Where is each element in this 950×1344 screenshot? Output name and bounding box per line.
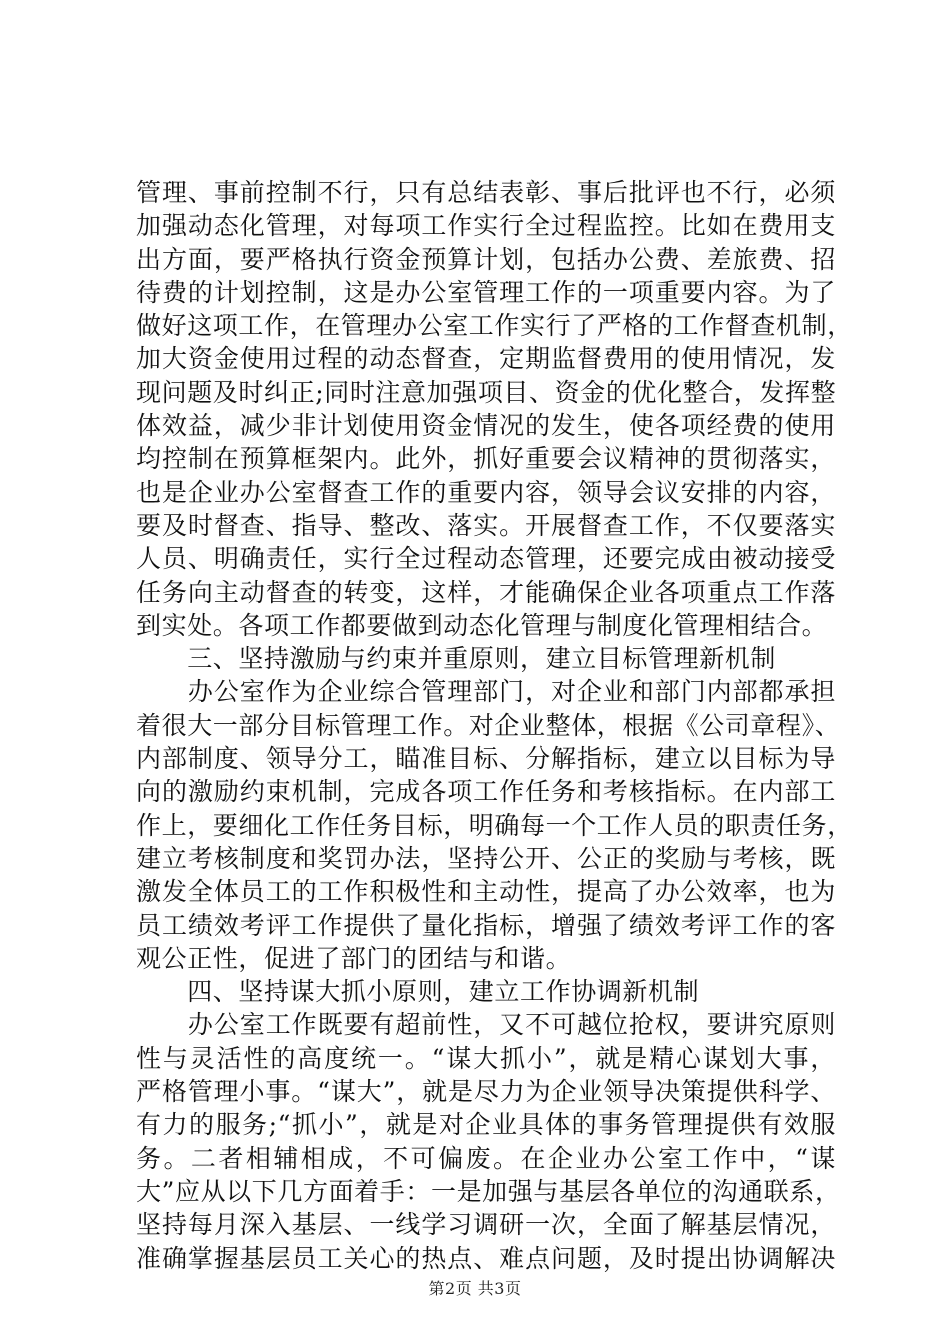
- text-line: 激发全体员工的工作积极性和主动性，提高了办公效率，也为: [136, 877, 836, 907]
- text-line: 要及时督查、指导、整改、落实。开展督查工作，不仅要落实: [136, 510, 836, 540]
- text-line: 待费的计划控制，这是办公室管理工作的一项重要内容。为了: [136, 277, 836, 307]
- text-line: 出方面，要严格执行资金预算计划，包括办公费、差旅费、招: [136, 244, 836, 274]
- text-line: 严格管理小事。“谋大”，就是尽力为企业领导决策提供科学、: [136, 1077, 836, 1107]
- text-line: 建立考核制度和奖罚办法，坚持公开、公正的奖励与考核，既: [136, 843, 836, 873]
- text-line: 务。二者相辅相成，不可偏废。在企业办公室工作中，“谋: [136, 1143, 836, 1173]
- text-line: 性与灵活性的高度统一。“谋大抓小”，就是精心谋划大事，: [136, 1043, 836, 1073]
- text-line: 四、坚持谋大抓小原则，建立工作协调新机制: [136, 977, 700, 1007]
- text-line: 观公正性，促进了部门的团结与和谐。: [136, 943, 572, 973]
- text-line: 着很大一部分目标管理工作。对企业整体，根据《公司章程》、: [136, 710, 841, 740]
- text-line: 加强动态化管理，对每项工作实行全过程监控。比如在费用支: [136, 211, 836, 241]
- text-line: 员工绩效考评工作提供了量化指标，增强了绩效考评工作的客: [136, 910, 836, 940]
- text-line: 也是企业办公室督查工作的重要内容，领导会议安排的内容，: [136, 477, 836, 507]
- text-line: 有力的服务;“抓小”，就是对企业具体的事务管理提供有效服: [136, 1110, 836, 1140]
- text-line: 三、坚持激励与约束并重原则，建立目标管理新机制: [136, 644, 777, 674]
- text-line: 坚持每月深入基层、一线学习调研一次，全面了解基层情况，: [136, 1210, 836, 1240]
- text-line: 做好这项工作，在管理办公室工作实行了严格的工作督查机制，: [136, 311, 853, 341]
- text-line: 办公室作为企业综合管理部门，对企业和部门内部都承担: [136, 677, 836, 707]
- text-line: 向的激励约束机制，完成各项工作任务和考核指标。在内部工: [136, 777, 836, 807]
- text-line: 办公室工作既要有超前性，又不可越位抢权，要讲究原则: [136, 1010, 836, 1040]
- text-line: 作上，要细化工作任务目标，明确每一个工作人员的职责任务，: [136, 810, 853, 840]
- text-line: 管理、事前控制不行，只有总结表彰、事后批评也不行，必须: [136, 178, 836, 207]
- text-line: 均控制在预算框架内。此外，抓好重要会议精神的贯彻落实，: [136, 444, 836, 474]
- text-line: 人员、明确责任，实行全过程动态管理，还要完成由被动接受: [136, 544, 836, 574]
- text-line: 体效益，减少非计划使用资金情况的发生，使各项经费的使用: [136, 411, 836, 441]
- body-text: [136, 176, 853, 1275]
- text-line: 内部制度、领导分工，瞄准目标、分解指标，建立以目标为导: [136, 744, 836, 774]
- text-line: 任务向主动督查的转变，这样，才能确保企业各项重点工作落: [136, 577, 836, 607]
- text-line: 大”应从以下几方面着手：一是加强与基层各单位的沟通联系，: [136, 1176, 841, 1206]
- text-line: 加大资金使用过程的动态督查，定期监督费用的使用情况，发: [136, 344, 836, 374]
- text-line: 现问题及时纠正;同时注意加强项目、资金的优化整合，发挥整: [136, 377, 837, 407]
- page-footer: 第2页 共3页: [428, 1279, 522, 1298]
- text-line: 到实处。各项工作都要做到动态化管理与制度化管理相结合。: [136, 610, 828, 640]
- text-line: 准确掌握基层员工关心的热点、难点问题，及时提出协调解决: [136, 1243, 836, 1273]
